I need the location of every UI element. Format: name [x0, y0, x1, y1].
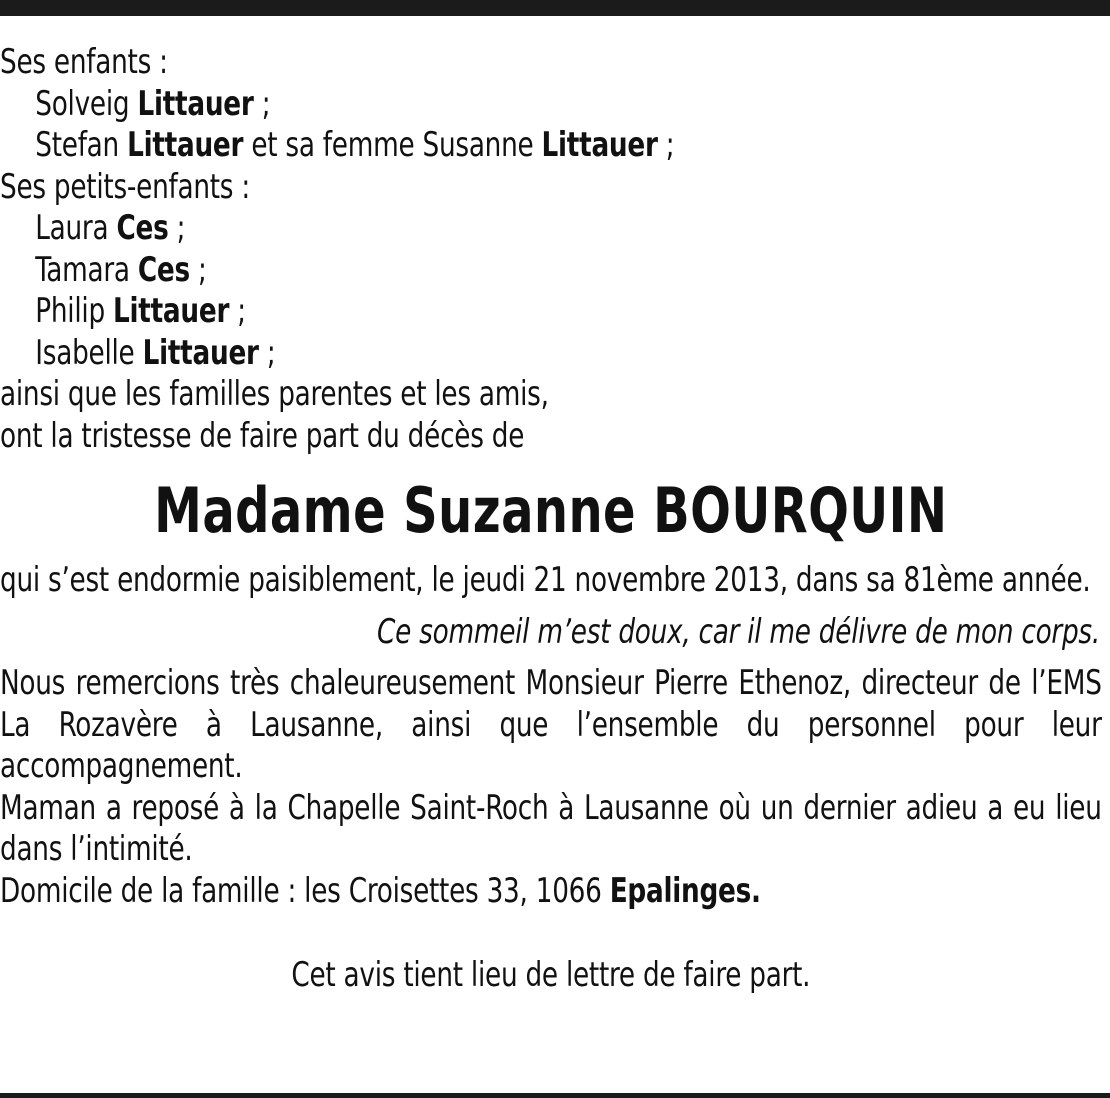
closing-line: Cet avis tient lieu de lettre de faire part.	[291, 955, 811, 995]
deceased-name: Madame Suzanne BOURQUIN	[154, 474, 948, 547]
child-item: Solveig Littauer ;	[35, 83, 271, 124]
family-address: Domicile de la famille : les Croisettes 33, 1066 Epalinges.	[0, 870, 761, 911]
top-rule	[0, 0, 1110, 16]
bottom-rule	[0, 1093, 1110, 1098]
obituary-notice	[0, 42, 1102, 997]
grandchild-item: Laura Ces ;	[35, 208, 186, 248]
epitaph-quote: Ce sommeil m’est doux, car il me délivre de mon corps.	[377, 611, 1100, 652]
announce-line: ont la tristesse de faire part du décès de	[0, 415, 525, 456]
grandchild-item: Tamara Ces ;	[35, 249, 207, 290]
passing-paragraph: qui s’est endormie paisiblement, le jeudi 21 novembre 2013, dans sa 81ème année.	[0, 560, 1091, 600]
grandchildren-label: Ses petits-enfants :	[0, 166, 250, 207]
grandchild-item: Philip Littauer ;	[35, 291, 246, 331]
child-item: Stefan Littauer et sa femme Susanne Littauer ;	[35, 125, 675, 165]
grandchild-item: Isabelle Littauer ;	[35, 332, 276, 373]
thanks-paragraph: Nous remercions très chaleureusement Monsieur Pierre Ethenoz, directeur de l’EMS La Rozavère à Lausanne, ainsi que l’ensemble du personnel pour leur accompagnement.	[0, 663, 1102, 786]
spacer	[0, 912, 1102, 955]
families-line: ainsi que les familles parentes et les amis,	[0, 374, 549, 414]
children-label: Ses enfants :	[0, 42, 168, 82]
rest-paragraph: Maman a reposé à la Chapelle Saint-Roch à Lausanne où un dernier adieu a eu lieu dans l’intimité.	[0, 787, 1102, 869]
